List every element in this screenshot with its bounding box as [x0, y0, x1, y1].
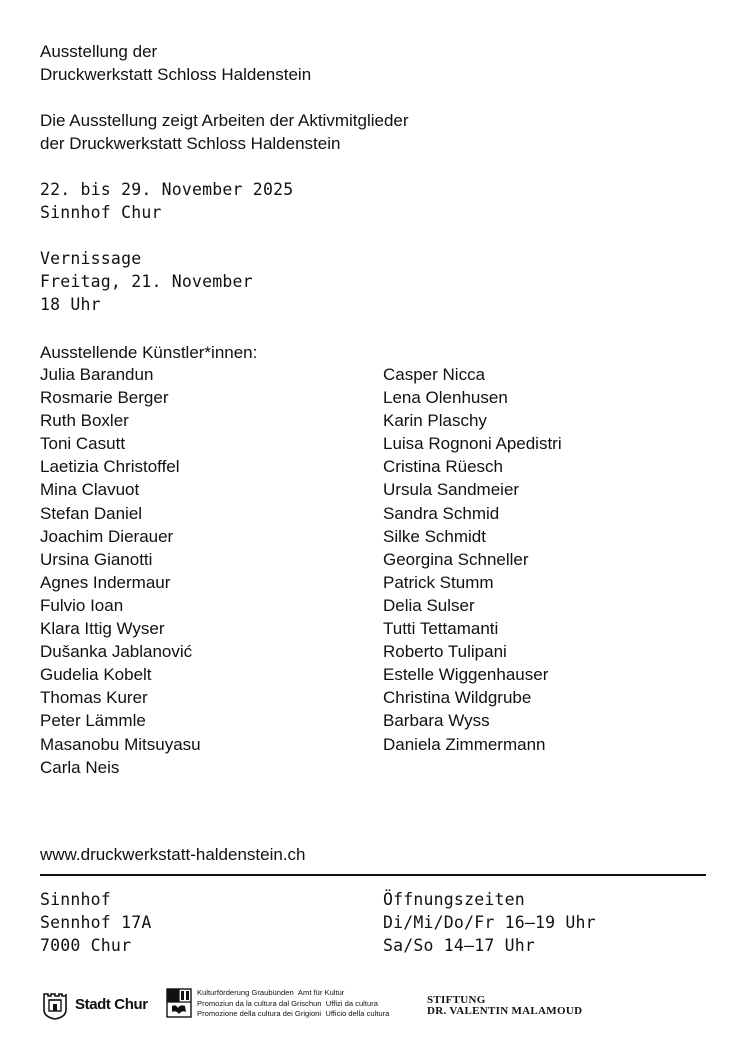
hours-weekend: Sa/So 14–17 Uhr: [383, 936, 536, 955]
kultur-line1-b: Amt für Kultur: [297, 988, 345, 997]
kultur-line2-b: Uffizi da cultura: [325, 998, 378, 1008]
artist-name: Luisa Rognoni Apedistri: [383, 434, 562, 454]
artist-name: Peter Lämmle: [40, 711, 146, 731]
exhibition-intro: [40, 109, 409, 155]
artist-name: Mina Clavuot: [40, 480, 140, 500]
opening-hours: [383, 888, 596, 957]
artist-name: Laetizia Christoffel: [40, 457, 180, 477]
kulturfoerderung-logo: [166, 988, 416, 1022]
artist-name: Agnes Indermaur: [40, 572, 171, 592]
artist-name: Fulvio Ioan: [40, 595, 124, 615]
exhibition-title: [40, 40, 311, 86]
vernissage-date: Freitag, 21. November: [40, 272, 253, 291]
graubuenden-crest-icon: [166, 988, 192, 1018]
artist-name: Toni Casutt: [40, 434, 126, 454]
artists-list-left: [40, 363, 201, 779]
artist-name: Daniela Zimmermann: [383, 734, 546, 754]
intro-line-1: Die Ausstellung zeigt Arbeiten der Aktivmitglieder: [40, 111, 409, 130]
divider: [40, 874, 706, 876]
artist-name: Masanobu Mitsuyasu: [40, 734, 201, 754]
address-name: Sinnhof: [40, 890, 111, 909]
artist-name: Delia Sulser: [383, 595, 475, 615]
artist-name: Ruth Boxler: [40, 411, 129, 431]
artists-heading: Ausstellende Künstler*innen:: [40, 343, 258, 362]
vernissage-label: Vernissage: [40, 249, 142, 268]
stiftung-malamoud-logo: [427, 995, 607, 1021]
website-wrap: [40, 843, 306, 866]
vernissage-time: 18 Uhr: [40, 295, 101, 314]
artist-name: Ursula Sandmeier: [383, 480, 520, 500]
artists-heading-wrap: [40, 341, 257, 364]
artist-name: Christina Wildgrube: [383, 688, 532, 708]
artist-name: Barbara Wyss: [383, 711, 490, 731]
kultur-line2-a: Promoziun da la cultura dal Grischun: [197, 998, 322, 1008]
artist-name: Klara Ittig Wyser: [40, 619, 165, 639]
artist-name: Joachim Dierauer: [40, 526, 174, 546]
date-range: 22. bis 29. November 2025: [40, 180, 294, 199]
artist-name: Tutti Tettamanti: [383, 619, 499, 639]
kultur-line3-b: Ufficio della cultura: [325, 1009, 390, 1018]
artist-name: Thomas Kurer: [40, 688, 148, 708]
intro-line-2: der Druckwerkstatt Schloss Haldenstein: [40, 134, 341, 153]
exhibition-dates: [40, 178, 293, 224]
artist-name: Estelle Wiggenhauser: [383, 665, 549, 685]
kultur-line3-a: Promozione della cultura dei Grigioni: [197, 1009, 322, 1018]
artist-name: Roberto Tulipani: [383, 642, 507, 662]
artist-name: Julia Barandun: [40, 365, 154, 384]
artist-name: Stefan Daniel: [40, 503, 143, 523]
artist-name: Patrick Stumm: [383, 572, 494, 592]
stadt-chur-logo: [40, 990, 155, 1020]
artist-name: Sandra Schmid: [383, 503, 500, 523]
artist-name: Ursina Gianotti: [40, 549, 153, 569]
stadt-chur-wordmark: Stadt Chur: [75, 996, 148, 1013]
artist-name: Karin Plaschy: [383, 411, 487, 431]
stiftung-line-1: STIFTUNG: [427, 994, 486, 1006]
address-street: Sennhof 17A: [40, 913, 152, 932]
stiftung-line-2: DR. VALENTIN MALAMOUD: [427, 1005, 583, 1017]
website-link[interactable]: www.druckwerkstatt-haldenstein.ch: [40, 845, 306, 864]
stadt-chur-crest-icon: [40, 990, 70, 1020]
venue: Sinnhof Chur: [40, 203, 162, 222]
artist-name: Dušanka Jablanović: [40, 642, 193, 662]
artist-name: Gudelia Kobelt: [40, 665, 152, 685]
artists-list-right: [383, 363, 562, 756]
title-line-2: Druckwerkstatt Schloss Haldenstein: [40, 65, 312, 84]
address: [40, 888, 151, 957]
artist-name: Rosmarie Berger: [40, 388, 169, 408]
kulturfoerderung-text: [197, 988, 389, 1020]
title-line-1: Ausstellung der: [40, 42, 158, 61]
vernissage-info: [40, 247, 253, 316]
artist-name: Cristina Rüesch: [383, 457, 503, 477]
artist-name: Lena Olenhusen: [383, 388, 508, 408]
artist-name: Georgina Schneller: [383, 549, 529, 569]
artist-name: Carla Neis: [40, 757, 120, 777]
hours-weekdays: Di/Mi/Do/Fr 16–19 Uhr: [383, 913, 596, 932]
artist-name: Casper Nicca: [383, 365, 486, 384]
kultur-line1-a: Kulturförderung Graubünden: [197, 988, 294, 997]
hours-label: Öffnungszeiten: [383, 890, 525, 909]
artist-name: Silke Schmidt: [383, 526, 486, 546]
address-city: 7000 Chur: [40, 936, 132, 955]
